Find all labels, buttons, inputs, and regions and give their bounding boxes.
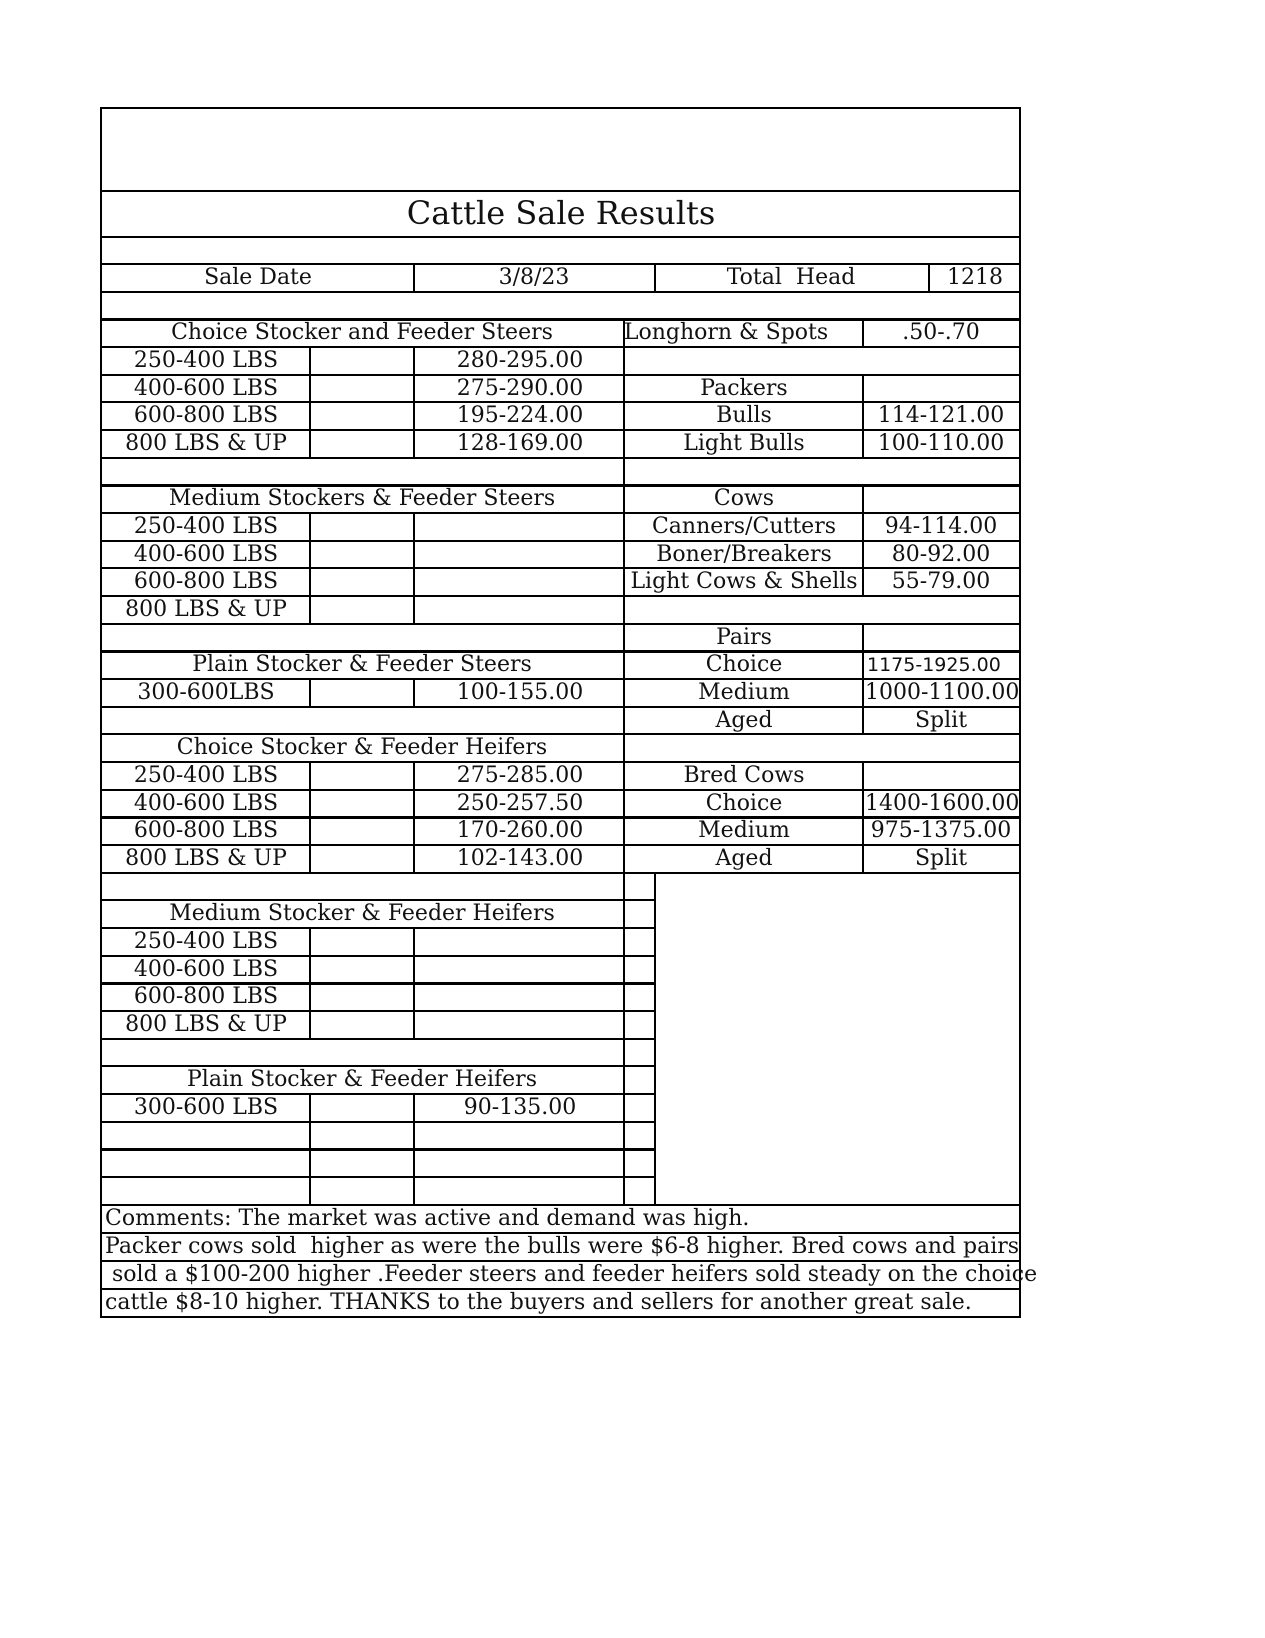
grid-line [309,346,311,459]
weight-class: 250-400 LBS [133,348,279,373]
price-range: 80-92.00 [891,542,991,567]
price-range: 114-121.00 [877,403,1005,428]
weight-class: 250-400 LBS [133,929,279,954]
frame-top [100,107,1021,109]
price-range: 1175-1925.00 [867,654,1001,676]
grid-line [100,457,1021,459]
total-head-value: 1218 [947,265,1003,290]
grid-line [928,263,930,292]
class-label: Boner/Breakers [656,542,832,567]
price-range: 94-114.00 [884,514,998,539]
class-label: Light Cows & Shells [630,569,858,594]
grid-line [100,1121,655,1123]
sale-date-label: Sale Date [204,265,312,290]
frame-right [1019,107,1021,1318]
section-title: Pairs [716,625,772,650]
price-range: 280-295.00 [456,348,584,373]
section-title: Medium Stockers & Feeder Steers [168,486,556,511]
grid-line [100,1038,655,1040]
weight-class: 300-600 LBS [133,1095,279,1120]
grid-line [309,761,311,874]
grid-line [309,512,311,625]
class-label: Choice [705,652,783,677]
price-range: 275-285.00 [456,763,584,788]
grid-line [100,1148,655,1151]
grid-line [413,1093,415,1206]
total-head-label: Total Head [726,265,856,290]
comments-line: Comments: The market was active and demand was high. [105,1206,750,1231]
weight-class: 400-600 LBS [133,957,279,982]
grid-line [413,263,415,292]
grid-line [654,872,656,1206]
weight-class: 800 LBS & UP [125,846,287,871]
price-range: 100-155.00 [456,680,584,705]
grid-line [100,706,1021,708]
price-range: 250-257.50 [456,791,584,816]
longhorn-price: .50-.70 [902,320,980,345]
price-range: 1000-1100.00 [865,680,1020,705]
sale-date-value: 3/8/23 [498,265,570,290]
section-title: Choice Stocker & Feeder Heifers [176,735,548,760]
grid-line [862,318,864,348]
frame-left [100,107,102,1318]
weight-class: 400-600 LBS [133,791,279,816]
grid-line [100,236,1021,238]
weight-class: 600-800 LBS [133,984,279,1009]
price-range: 975-1375.00 [870,818,1012,843]
section-title: Medium Stocker & Feeder Heifers [169,901,555,926]
weight-class: 250-400 LBS [133,514,279,539]
section-title: Packers [700,376,788,401]
comments-line: Packer cows sold higher as were the bulls were $6-8 higher. Bred cows and pairs [105,1234,1020,1259]
price-range: Split [914,708,968,733]
section-title: Bred Cows [683,763,805,788]
grid-line [862,761,864,874]
class-label: Aged [715,708,773,733]
grid-line [309,1093,311,1206]
grid-line [413,678,415,708]
class-label: Aged [715,846,773,871]
class-label: Canners/Cutters [651,514,837,539]
comments-line: cattle $8-10 higher. THANKS to the buyers and sellers for another great sale. [105,1290,972,1315]
price-range: 1400-1600.00 [865,791,1020,816]
grid-line [413,761,415,874]
grid-line [100,190,1021,192]
price-range: 128-169.00 [456,431,584,456]
longhorn-label: Longhorn & Spots [623,320,829,345]
class-label: Medium [698,818,790,843]
price-range: 275-290.00 [456,376,584,401]
grid-line [862,484,864,597]
frame-bottom [100,1316,1021,1318]
weight-class: 600-800 LBS [133,403,279,428]
weight-class: 250-400 LBS [133,763,279,788]
weight-class: 600-800 LBS [133,569,279,594]
grid-line [413,346,415,459]
weight-class: 800 LBS & UP [125,431,287,456]
weight-class: 800 LBS & UP [125,1012,287,1037]
section-title: Cows [713,486,775,511]
price-range: 90-135.00 [463,1095,577,1120]
weight-class: 400-600 LBS [133,542,279,567]
section-title: Plain Stocker & Feeder Heifers [187,1067,537,1092]
page-title: Cattle Sale Results [406,194,716,232]
section-title: Choice Stocker and Feeder Steers [171,320,553,345]
grid-line [862,623,864,735]
grid-line [100,623,1021,625]
grid-line [309,927,311,1040]
section-title: Plain Stocker & Feeder Steers [192,652,532,677]
price-range: Split [914,846,968,871]
class-label: Choice [705,791,783,816]
grid-line [862,374,864,459]
class-label: Bulls [716,403,772,428]
grid-line [623,318,625,1206]
grid-line [413,512,415,625]
weight-class: 600-800 LBS [133,818,279,843]
class-label: Light Bulls [683,431,805,456]
comments-line: sold a $100-200 higher .Feeder steers and feeder heifers sold steady on the choice [105,1262,1038,1287]
price-range: 195-224.00 [456,403,584,428]
price-range: 100-110.00 [877,431,1005,456]
price-range: 170-260.00 [456,818,584,843]
grid-line [100,291,1021,293]
weight-class: 400-600 LBS [133,376,279,401]
grid-line [309,678,311,708]
grid-line [654,263,656,292]
weight-class: 800 LBS & UP [125,597,287,622]
grid-line [100,872,1021,874]
price-range: 102-143.00 [456,846,584,871]
class-label: Medium [698,680,790,705]
weight-class: 300-600LBS [137,680,275,705]
price-range: 55-79.00 [891,569,991,594]
grid-line [413,927,415,1040]
grid-line [100,1176,655,1178]
